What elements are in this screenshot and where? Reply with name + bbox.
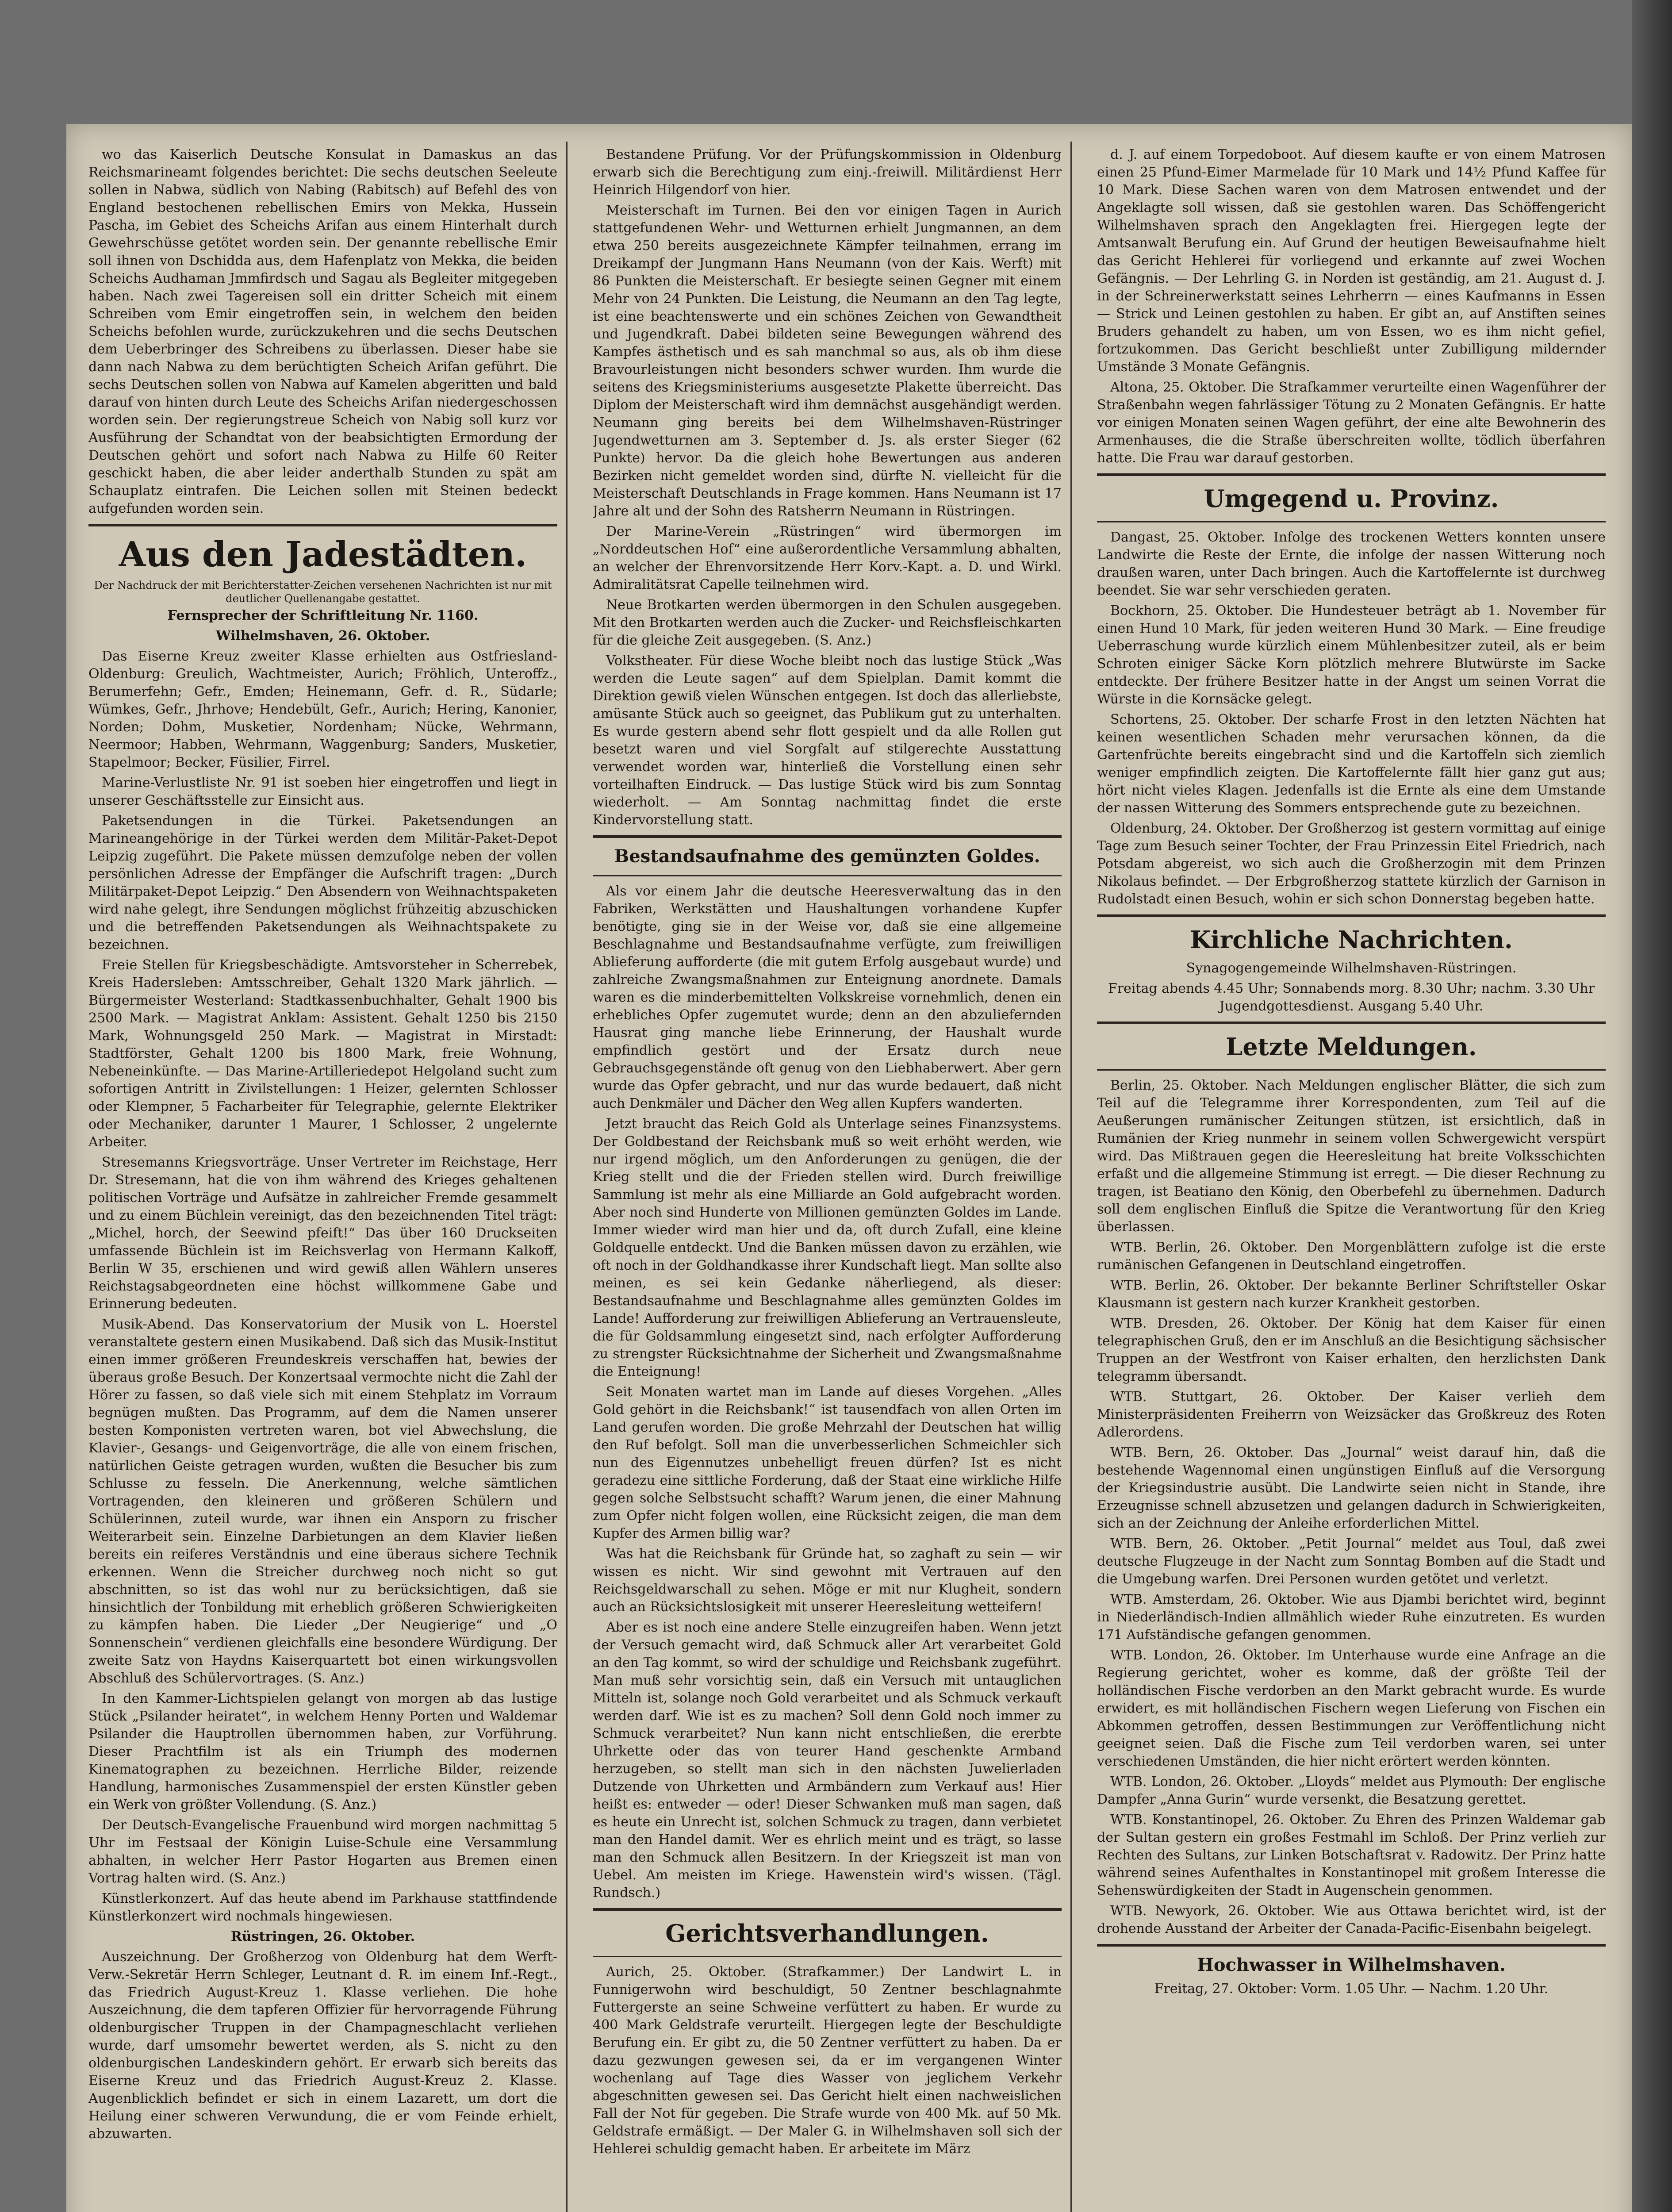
box-title: Bestandsaufnahme des gemünzten Goldes. <box>614 846 1040 867</box>
divider <box>1097 1069 1606 1071</box>
newspaper-page <box>66 124 1632 2212</box>
article-text: In den Kammer-Lichtspielen gelangt von morgen ab das lustige Stück „Psilander heiratet“, in welchem Henny Porten und Waldemar Psilander die Hauptrollen übernommen haben, zur Vorführung. Dieser Prachtfilm ist als ein Triumph des modernen Kinematographen zu bezeichnen. Herrliche Bilder, reizende Handlung, harmonisches Zusammenspiel der ersten Künstler geben ein Werk von größter Vollendung. (S. Anz.) <box>88 1691 557 1813</box>
article-text: Bestandene Prüfung. Vor der Prüfungskommission in Oldenburg erwarb sich die Berechtigung zum einj.-freiwill. Militärdienst Herr Heinrich Hilgendorf von hier. <box>593 147 1062 198</box>
divider <box>593 1908 1062 1911</box>
page-edge-shadow <box>1632 0 1672 2212</box>
article-text: d. J. auf einem Torpedoboot. Auf diesem kaufte er von einem Matrosen einen 25 Pfund-Eimer Marmelade für 10 Mark und 14½ Pfund Kaffee für 10 Mark. Diese Sachen waren von dem Matrosen entwendet und der Angeklagte soll wissen, daß sie gestohlen waren. Das Schöffengericht Wilhelmshaven sprach den Angeklagten frei. Hiergegen legte der Amtsanwalt Berufung ein. Auf Grund der heutigen Beweisaufnahme hielt das Gericht Hehlerei für vorliegend und erkannte auf zwei Wochen Gefängnis. — Der Lehrling G. in Norden ist geständig, am 21. August d. J. in der Schreinerwerkstatt seines Lehrherrn — eines Kaufmanns in Essen — Strick und Leinen gestohlen zu haben. Er gibt an, auf Anstiften seines Bruders gehandelt zu haben, um von Essen, wo es ihm nicht gefiel, fortzukommen. Das Gericht beschließt unter Zubilligung mildernder Umstände 3 Monate Gefängnis. <box>1097 147 1606 375</box>
column-rule <box>566 142 568 2212</box>
section-title: Aus den Jadestädten. <box>119 534 527 575</box>
tide-times: Freitag, 27. Oktober: Vorm. 1.05 Uhr. — Nachm. 1.20 Uhr. <box>1154 1981 1549 1997</box>
article-text: Bockhorn, 25. Oktober. Die Hundesteuer beträgt ab 1. November für einen Hund 10 Mark, für jeden weiteren Hund 30 Mark. — Eine freudige Ueberraschung wurde kürzlich einem Mühlenbesitzer zuteil, als er beim Schroten einiger Säcke Korn plötzlich mehrere Blutwürste im Sacke entdeckte. Der frühere Besitzer hatte in der Angst um seinen Vorrat die Würste in die Kornsäcke gelegt. <box>1097 603 1606 707</box>
column-3 <box>1097 146 1606 2212</box>
section-title: Umgegend u. Provinz. <box>1204 484 1499 513</box>
article-text: Dangast, 25. Oktober. Infolge des trockenen Wetters konnten unsere Landwirte die Reste der Ernte, die infolge der nassen Witterung noch draußen waren, unter Dach bringen. Auch die Kartoffelernte ist durchweg beendet. Sie war sehr verschieden geraten. <box>1097 530 1606 598</box>
article-text: WTB. Bern, 26. Oktober. Das „Journal“ weist darauf hin, daß die bestehende Wagennomal einen ungünstigen Einfluß auf die Versorgung der Kriegsindustrie ausübt. Die Landwirte seien nicht in Stande, ihre Erzeugnisse schnell abzusetzen und gelangen dadurch in Schwierigkeiten, sich an der Zeichnung der Anleihe erforderlichen Mittel. <box>1097 1445 1606 1531</box>
article-text: Der Marine-Verein „Rüstringen“ wird übermorgen im „Norddeutschen Hof“ eine außerordentliche Versammlung abhalten, an welcher der Ehrenvorsitzende Herr Korv.-Kapt. a. D. und Wirkl. Admiralitätsrat Capelle teilnehmen wird. <box>593 524 1062 592</box>
tide-title: Hochwasser in Wilhelmshaven. <box>1197 1955 1506 1975</box>
article-text: Künstlerkonzert. Auf das heute abend im Parkhause stattfindende Künstlerkonzert wird nochmals hingewiesen. <box>88 1891 557 1924</box>
article-text: WTB. Newyork, 26. Oktober. Wie aus Ottawa berichtet wird, ist der drohende Ausstand der Arbeiter der Canada-Pacific-Eisenbahn beigelegt. <box>1097 1903 1606 1936</box>
divider <box>1097 521 1606 522</box>
article-text: WTB. Stuttgart, 26. Oktober. Der Kaiser verlieh dem Ministerpräsidenten Freiherrn von Weizsäcker das Großkreuz des Roten Adlerordens. <box>1097 1389 1606 1440</box>
article-text: Seit Monaten wartet man im Lande auf dieses Vorgehen. „Alles Gold gehört in die Reichsbank!“ ist tausendfach von allen Orten im Land gerufen worden. Die große Mehrzahl der Deutschen hat willig den Ruf befolgt. Soll man die unverbesserlichen Schmeichler sich nun des Eigennutzes unbehelligt freuen dürfen? Ist es nicht geradezu eine sittliche Forderung, daß der Staat eine wirkliche Hilfe gegen solche Selbstsucht schafft? Warum jenen, die einer Mahnung zum Opfer nicht folgen wollen, eine Rücksicht zeigen, die man dem Kupfer des Armen billig war? <box>593 1384 1062 1541</box>
dateline: Rüstringen, 26. Oktober. <box>230 1929 415 1944</box>
divider <box>1097 1022 1606 1024</box>
article-text: WTB. London, 26. Oktober. Im Unterhause wurde eine Anfrage an die Regierung gerichtet, woher es komme, daß der größte Teil der holländischen Fische verdorben an den Markt gebracht wurde. Es wurde erwidert, es mit holländischen Fischern wegen Lieferung von Fischen ein Abkommen getroffen, dessen Bestimmungen zur Veröffentlichung nicht geeignet seien. Daß die Fische zum Teil verdorben waren, sei unter verschiedenen Umständen, die hier nicht erörtert werden könnten. <box>1097 1647 1606 1769</box>
article-text: Marine-Verlustliste Nr. 91 ist soeben hier eingetroffen und liegt in unserer Geschäftsstelle zur Einsicht aus. <box>88 775 557 808</box>
article-text: WTB. London, 26. Oktober. „Lloyds“ meldet aus Plymouth: Der englische Dampfer „Anna Gurin“ wurde versenkt, die Besatzung gerettet. <box>1097 1774 1606 1807</box>
divider <box>593 835 1062 838</box>
article-text: WTB. Berlin, 26. Oktober. Den Morgenblättern zufolge ist die erste rumänischen Gefangenen in Deutschland eingetroffen. <box>1097 1240 1606 1273</box>
article-text: Der Deutsch-Evangelische Frauenbund wird morgen nachmittag 5 Uhr im Festsaal der Königin Luise-Schule eine Versammlung abhalten, in welcher Herr Pastor Hogarten aus Bremen einen Vortrag halten wird. (S. Anz.) <box>88 1817 557 1886</box>
article-text: Musik-Abend. Das Konservatorium der Musik von L. Hoerstel veranstaltete gestern einen Musikabend. Daß sich das Musik-Institut einen immer größeren Freundeskreis verschaffen hat, bewies der überaus große Besuch. Der Konzertsaal vermochte nicht die Zahl der Hörer zu fassen, so daß viele sich mit einem Stehplatz im Vorraum begnügen mußten. Das Programm, auf dem die Namen unserer besten Komponisten vertreten waren, bot viel Abwechslung, die Klavier-, Gesangs- und Geigenvorträge, die alle von einem frischen, natürlichen Geiste getragen wurden, wußten die Besucher bis zum Schlusse zu fesseln. Die Anerkennung, welche sämtlichen Vortragenden, den kleineren und größeren Schülern und Schülerinnen, zuteil wurde, war ihnen ein Ansporn zu frischer Weiterarbeit sein. Einzelne Darbietungen an dem Klavier ließen bereits ein reiferes Verständnis und eine überaus sichere Technik erkennen. Wenn die Streicher durchweg noch nicht so gut abschnitten, so ist das wohl nur zu berücksichtigen, daß sie hinsichtlich der Tonbildung mit erheblich größeren Schwierigkeiten zu kämpfen haben. Die Lieder „Der Neugierige“ und „O Sonnenschein“ verdienen gleichfalls eine besondere Würdigung. Der zweite Satz von Haydns Kaiserquartett bot einen wirkungsvollen Abschluß des Schülervortrages. (S. Anz.) <box>88 1317 557 1686</box>
divider <box>88 524 557 526</box>
article-text: Aber es ist noch eine andere Stelle einzugreifen haben. Wenn jetzt der Versuch gemacht wird, daß Schmuck aller Art verarbeitet Gold an den Tag kommt, so wird der schuldige und Reichsbank zugeführt. Man muß sehr vorsichtig sein, daß ein Versuch mit untauglichen Mitteln ist, solange noch Gold verarbeitet und als Schmuck verkauft werden darf. Wie ist es zu machen? Soll denn Gold noch immer zu Schmuck verarbeitet? Nun kann nicht entschließen, die ererbte Uhrkette oder das von teurer Hand geschenkte Armband herzugeben, so stellt man sich in den nächsten Juwelierladen Dutzende von Uhrketten und Armbändern zum Verkauf aus! Hier heißt es: entweder — oder! Dieser Schwanken muß man sagen, daß es heute ein Unrecht ist, solchen Schmuck zu tragen, dann verbietet man den Handel damit. Wer es ehrlich meint und es trägt, so lasse man den Schmuck allen Besitzern. In der Kriegszeit ist man von Uebel. Am meisten im Kriege. Hawenstein wird's wissen. (Tägl. Rundsch.) <box>593 1620 1062 1901</box>
article-text: Stresemanns Kriegsvorträge. Unser Vertreter im Reichstage, Herr Dr. Stresemann, hat die von ihm während des Krieges gehaltenen politischen Vorträge und Aufsätze in zahlreicher Fremde gesammelt und zu einem Büchlein vereinigt, das den bezeichnenden Titel trägt: „Michel, horch, der Seewind pfeift!“ Das über 160 Druckseiten umfassende Büchlein ist im Reichsverlag von Hermann Kalkoff, Berlin W 35, erschienen und wird gewiß allen Wählern unseres Reichstagsabgeordneten eine höchst willkommene Gabe und Erinnerung bedeuten. <box>88 1155 557 1312</box>
section-title: Letzte Meldungen. <box>1226 1033 1477 1061</box>
article-text: WTB. Amsterdam, 26. Oktober. Wie aus Djambi berichtet wird, beginnt in Niederländisch-Indien allmählich wieder Ruhe einzutreten. Es wurden 171 Aufständische gefangen genommen. <box>1097 1592 1606 1643</box>
article-text: Auszeichnung. Der Großherzog von Oldenburg hat dem Werft-Verw.-Sekretär Herrn Schleger, Leutnant d. R. im einem Inf.-Regt., das Friedrich August-Kreuz 1. Klasse verliehen. Die hohe Auszeichnung, die dem tapferen Offizier für hervorragende Führung oldenburgischer Truppen in der Champagneschlacht verliehen wurde, darf umsomehr bewertet werden, als S. nicht zu den oldenburgischen Landeskindern gehört. Er erwarb sich bereits das Eiserne Kreuz und das Friedrich August-Kreuz 2. Klasse. Augenblicklich befindet er sich in einem Lazarett, um dort die Heilung einer schweren Verwundung, die er vom Feinde erhielt, abzuwarten. <box>88 1949 557 2142</box>
article-text: Neue Brotkarten werden übermorgen in den Schulen ausgegeben. Mit den Brotkarten werden auch die Zucker- und Reichsfleischkarten für die gleiche Zeit ausgegeben. (S. Anz.) <box>593 597 1062 648</box>
divider <box>593 875 1062 876</box>
article-text: Jetzt braucht das Reich Gold als Unterlage seines Finanzsystems. Der Goldbestand der Reichsbank muß so weit erhöht werden, wie nur irgend möglich, um den Anforderungen zu genügen, die der Krieg stellt und die der Frieden stellen wird. Durch freiwillige Sammlung ist mehr als eine Milliarde an Gold aufgebracht worden. Aber noch sind Hunderte von Millionen gemünzten Goldes im Lande. Immer wieder wird man hier und da, oft durch Zufall, eine kleine Goldquelle entdeckt. Und die Banken müssen davon zu erzählen, wie oft noch in der Goldhandkasse ihrer Kundschaft liegt. Man sollte also meinen, es sei kein Gedanke näherliegend, als dieser: Bestandsaufnahme und Beschlagnahme alles gemünzten Goldes im Lande! Aufforderung zur freiwilligen Ablieferung an Vertrauensleute, die für Goldsammlung eingesetzt sind, nach erfolgter Aufforderung zu strengster Rücksichtnahme der Sicherheit und Zwangsmaßnahme die Enteignung! <box>593 1116 1062 1379</box>
section-title: Gerichtsverhandlungen. <box>665 1919 989 1947</box>
reprint-note: Der Nachdruck der mit Berichterstatter-Zeichen versehenen Nachrichten ist nur mit deutlicher Quellenangabe gestattet. <box>94 579 552 605</box>
article-text: WTB. Dresden, 26. Oktober. Der König hat dem Kaiser für einen telegraphischen Gruß, den er im Anschluß an die Besichtigung sächsischer Truppen an der Westfront von Kaiser erhalten, den herzlichsten Dank telegramm übersandt. <box>1097 1316 1606 1384</box>
divider <box>1097 914 1606 917</box>
article-text: Aurich, 25. Oktober. (Strafkammer.) Der Landwirt L. in Funnigerwohn wird beschuldigt, 50 Zentner beschlagnahmte Futtergerste an seine Schweine verfüttert zu haben. Er wurde zu 400 Mark Geldstrafe verurteilt. Hiergegen legte der Beschuldigte Berufung ein. Er gibt zu, die 50 Zentner verfüttert zu haben. Da er dazu gezwungen gewesen sei, da er im vergangenen Winter wochenlang auf Tage dies Wasser von jeglichem Verkehr abgeschnitten gewesen sei. Das Gericht hielt einen nachweislichen Fall der Not für gegeben. Die Strafe wurde von 400 Mk. auf 50 Mk. Geldstrafe ermäßigt. — Der Maler G. in Wilhelmshaven soll sich der Hehlerei schuldig gemacht haben. Er arbeitete im März <box>593 1964 1062 2157</box>
article-text: Synagogengemeinde Wilhelmshaven-Rüstringen. <box>1186 960 1517 976</box>
article-text: Paketsendungen in die Türkei. Paketsendungen an Marineangehörige in der Türkei werden dem Militär-Paket-Depot Leipzig zugeführt. Die Pakete müssen demzufolge neben der vollen persönlichen Adresse der Empfänger die Aufschrift tragen: „Durch Militärpaket-Depot Leipzig.“ Den Absendern von Weihnachtspaketen wird nahe gelegt, ihre Sendungen möglichst frühzeitig abzuschicken und die betreffenden Paketsendungen als Weihnachtspakete zu bezeichnen. <box>88 813 557 952</box>
column-2 <box>593 146 1062 2212</box>
article-text: Volkstheater. Für diese Woche bleibt noch das lustige Stück „Was werden die Leute sagen“ auf dem Spielplan. Damit kommt die Direktion gewiß vielen Wünschen entgegen. Ist doch das allerliebste, amüsante Stück auch so geeignet, das Publikum gut zu unterhalten. Es wurde gestern abend sehr flott gespielt und da alle Rollen gut besetzt waren und viel Sorgfalt auf stilgerechte Ausstattung verwendet worden war, hinterließ die Vorstellung einen sehr vorteilhaften Eindruck. — Das lustige Stück wird bis zum Sonntag wiederholt. — Am Sonntag nachmittag findet die erste Kindervorstellung statt. <box>593 653 1062 828</box>
article-text: Als vor einem Jahr die deutsche Heeresverwaltung das in den Fabriken, Werkstätten und Haushaltungen vorhandene Kupfer benötigte, ging sie in der Weise vor, daß sie eine allgemeine Beschlagnahme und Bestandsaufnahme verfügte, zum freiwilligen Ablieferung aufforderte (die mit gutem Erfolg ausgebaut wurde) und zahlreiche Zwangsmaßnahmen zur Enteignung anordnete. Damals waren es die minderbemittelten Volkskreise vornehmlich, denen ein erhebliches Opfer zugemutet wurde; denn an den abzuliefernden Hausrat ging manche liebe Erinnerung, der Haushalt wurde empfindlich gestört und der Ersatz durch neue Gebrauchsgegenstände oft genug von den Liebhaberwert. Aber gern wurde das Opfer gebracht, und nur das wurde bedauert, daß nicht auch Denkmäler und Dächer den Weg allen Kupfers wanderten. <box>593 883 1062 1111</box>
article-text: Meisterschaft im Turnen. Bei den vor einigen Tagen in Aurich stattgefundenen Wehr- und Wetturnen erhielt Jungmannen, an dem etwa 250 bereits ausgezeichnete Kämpfer teilnahmen, errang im Dreikampf der Jungmann Hans Neumann (von der Kais. Werft) mit 86 Punkten die Meisterschaft. Er besiegte seinen Gegner mit einem Mehr von 24 Punkten. Die Leistung, die Neumann an den Tag legte, ist eine beachtenswerte und ein schönes Zeichen von Gewandtheit und Jugendkraft. Dabei bildeten seine Bewegungen während des Kampfes ästhetisch und es sah manchmal so aus, als ob ihm diese Bravourleistungen nicht besonders schwer wurden. Ihm wurde die seitens des Kriegsministeriums ausgesetzte Plakette überreicht. Das Diplom der Meisterschaft wird ihm demnächst ausgehändigt werden. Neumann ging bereits bei dem Wilhelmshaven-Rüstringer Jugendwetturnen am 3. September d. Js. als erster Sieger (62 Punkte) hervor. Da die gleich hohe Bewertungen aus anderen Bezirken nicht gemeldet worden sind, dürfte N. vielleicht für die Meisterschaft Deutschlands in Frage kommen. Hans Neumann ist 17 Jahre alt und der Sohn des Ratsherrn Neumann in Rüstringen. <box>593 203 1062 519</box>
article-text: Oldenburg, 24. Oktober. Der Großherzog ist gestern vormittag auf einige Tage zum Besuch seiner Tochter, der Frau Prinzessin Eitel Friedrich, nach Potsdam abgereist, wo sich auch die Großherzogin mit dem Prinzen Nikolaus befindet. — Der Erbgroßherzog stattete kürzlich der Garnison in Rudolstadt einen Besuch, wohin er sich schon Donnerstag begeben hatte. <box>1097 821 1606 907</box>
column-1 <box>88 146 557 2212</box>
divider <box>1097 473 1606 476</box>
divider <box>1097 1944 1606 1947</box>
dateline: Wilhelmshaven, 26. Oktober. <box>215 628 430 644</box>
article-text: wo das Kaiserlich Deutsche Konsulat in Damaskus an das Reichsmarineamt folgendes berichtet: Die sechs deutschen Seeleute sollen in Nabwa, südlich von Nabing (Rabitsch) auf Befehl des von England bestochenen rebellischen Emirs von Mekka, Hussein Pascha, im Gebiet des Scheichs Arifan aus einem Hinterhalt durch Gewehrschüsse getötet worden sein. Der genannte rebellische Emir soll ihnen von Dschidda aus, dem Hafenplatz von Mekka, die beiden Scheichs Audhaman Jmmfirdsch und Sagau als Begleiter mitgegeben haben. Nach zwei Tagereisen soll ein dritter Scheich mit einem Schreiben vom Emir eingetroffen sein, in welchem den beiden Scheichs befohlen wurde, zurückzukehren und die sechs Deutschen dem Ueberbringer des Schreibens zu überlassen. Dieser habe sie dann nach Nabwa zu dem berüchtigten Scheich Arifan geführt. Die sechs Deutschen sollen von Nabwa auf Kamelen abgeritten und bald darauf von hinten durch Leute des Scheichs Arifan niedergeschossen worden sein. Der regierungstreue Scheich von Nabig soll kurz vor Ausführung der Schandtat von der beabsichtigten Ermordung der Deutschen gehört und sofort nach Nabwa zu Hilfe 60 Reiter geschickt haben, die aber leider anderthalb Stunden zu spät am Schauplatz eintrafen. Die Leichen sollen mit Steinen bedeckt aufgefunden worden sein. <box>88 147 557 516</box>
column-rule <box>1070 142 1072 2212</box>
section-title: Kirchliche Nachrichten. <box>1190 926 1513 954</box>
article-text: Das Eiserne Kreuz zweiter Klasse erhielten aus Ostfriesland-Oldenburg: Greulich, Wachtmeister, Aurich; Fröhlich, Unteroffz., Berumerfehn; Gefr., Emden; Heinemann, Gefr. d. R., Südarle; Wümkes, Gefr., Jhrhove; Hendebült, Gefr., Aurich; Hering, Kanonier, Norden; Dohm, Musketier, Nordenham; Nücke, Wehrmann, Neermoor; Habben, Wehrmann, Waggenburg; Sanders, Musketier, Stapelmoor; Becker, Füsilier, Firrel. <box>88 649 557 770</box>
article-text: Altona, 25. Oktober. Die Strafkammer verurteilte einen Wagenführer der Straßenbahn wegen fahrlässiger Tötung zu 2 Monaten Gefängnis. Er hatte vor einigen Monaten seinen Wagen geführt, der eine alte Bewohnerin des Armenhauses, die die Straße überschreiten wollte, tödlich überfahren hatte. Die Frau war darauf gestorben. <box>1097 380 1606 466</box>
article-text: Schortens, 25. Oktober. Der scharfe Frost in den letzten Nächten hat keinen wesentlichen Schaden mehr verursachen können, da die Gartenfrüchte bereits eingebracht sind und die Kartoffeln sich ziemlich weniger empfindlich zeigten. Die Kartoffelernte fällt hier ganz gut aus; hört nicht vieles Klagen. Jedenfalls ist die Ernte als eine dem Umstande der nassen Witterung des Sommers entsprechende gute zu bezeichnen. <box>1097 712 1606 816</box>
article-text: WTB. Konstantinopel, 26. Oktober. Zu Ehren des Prinzen Waldemar gab der Sultan gestern ein großes Festmahl im Schloß. Der Prinz verlieh zur Rechten des Sultans, zur Linken Botschaftsrat v. Radowitz. Der Prinz hatte während seines Aufenthaltes in Konstantinopel mit großem Interesse die Sehenswürdigkeiten der Stadt in Augenschein genommen. <box>1097 1812 1606 1898</box>
phone-line: Fernsprecher der Schriftleitung Nr. 1160. <box>167 608 479 623</box>
article-text: Freitag abends 4.45 Uhr; Sonnabends morg. 8.30 Uhr; nachm. 3.30 Uhr Jugendgottesdienst. Ausgang 5.40 Uhr. <box>1108 981 1595 1014</box>
article-text: WTB. Berlin, 26. Oktober. Der bekannte Berliner Schriftsteller Oskar Klausmann ist gestern nach kurzer Krankheit gestorben. <box>1097 1278 1606 1311</box>
article-text: WTB. Bern, 26. Oktober. „Petit Journal“ meldet aus Toul, daß zwei deutsche Flugzeuge in der Nacht zum Sonntag Bomben auf die Stadt und die Umgebung warfen. Drei Personen wurden getötet und verletzt. <box>1097 1536 1606 1587</box>
divider <box>593 1956 1062 1957</box>
article-text: Berlin, 25. Oktober. Nach Meldungen englischer Blätter, die sich zum Teil auf die Telegramme ihrer Korrespondenten, zum Teil auf die Aeußerungen rumänischer Zeitungen stützen, ist ersichtlich, daß in Rumänien der Krieg nunmehr in seinem vollen Schwergewicht verspürt wird. Das Mißtrauen gegen die Heeresleitung hat breite Volksschichten erfaßt und die allgemeine Stimmung ist erregt. — Die dieser Rechnung zu tragen, ist Beatiano den König, den Oberbefehl zu übernehmen. Dadurch soll dem englischen Einfluß die Spitze die Verantwortung für den Krieg überlassen. <box>1097 1078 1606 1235</box>
article-text: Was hat die Reichsbank für Gründe hat, so zaghaft zu sein — wir wissen es nicht. Wir sind gewohnt mit Vertrauen auf den Reichsgeldwarschall zu sehen. Möge er mit nur Klugheit, sondern auch an Rücksichtslosigkeit mit unserer Heeresleitung wetteifern! <box>593 1546 1062 1615</box>
article-text: Freie Stellen für Kriegsbeschädigte. Amtsvorsteher in Scherrebek, Kreis Hadersleben: Amtsschreiber, Gehalt 1320 Mark jährlich. — Bürgermeister Westerland: Stadtkassenbuchhalter, Gehalt 1900 bis 2500 Mark. — Magistrat Anklam: Assistent. Gehalt 1250 bis 2150 Mark, Wohnungsgeld 250 Mark. — Magistrat in Mirstadt: Stadtförster, Gehalt 1200 bis 1800 Mark, freie Wohnung, Nebeneinkünfte. — Das Marine-Artilleriedepot Helgoland sucht zum sofortigen Antritt in Zivilstellungen: 1 Heizer, gelernten Schlosser oder Klempner, 5 Facharbeiter für Telegraphie, gelernte Elektriker oder Mechaniker, darunter 1 Maurer, 1 Schlosser, 2 ungelernte Arbeiter. <box>88 957 557 1150</box>
